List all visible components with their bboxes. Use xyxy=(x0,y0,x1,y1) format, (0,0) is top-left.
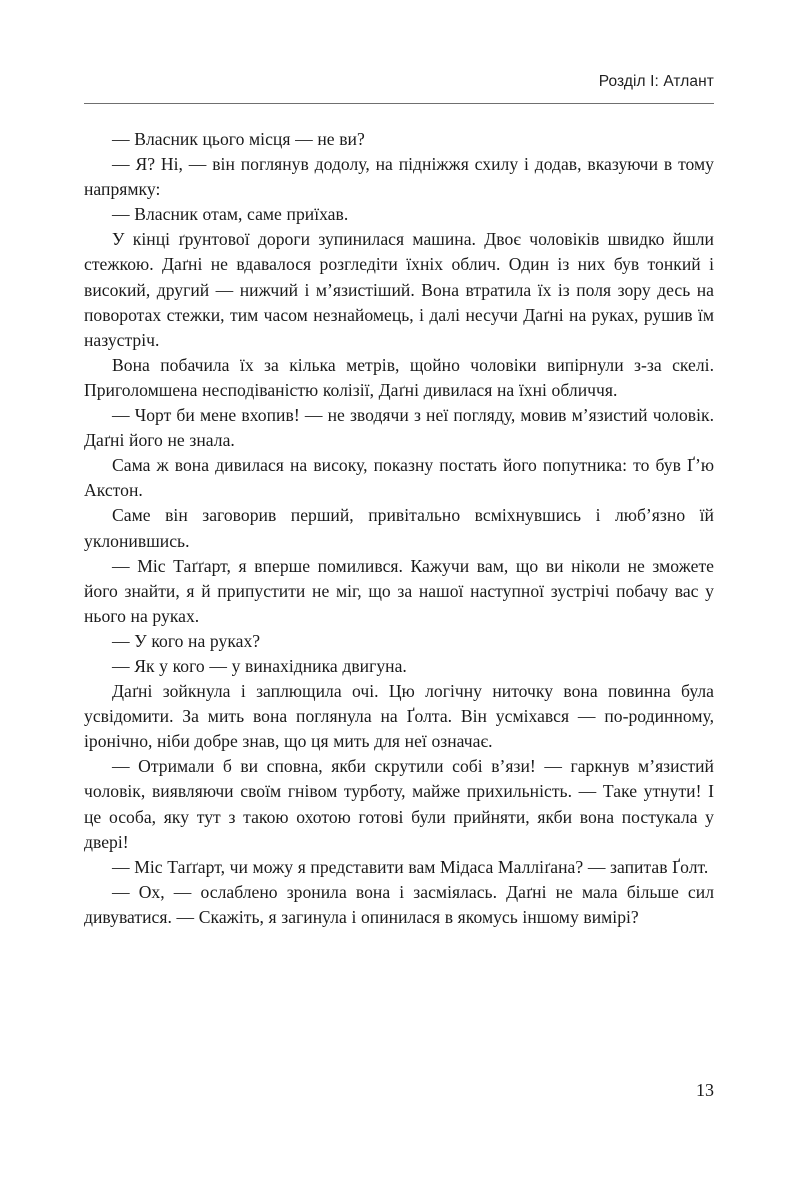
paragraph: — Міс Таґґарт, чи можу я представити вам Мідаса Малліґана? — запитав Ґолт. xyxy=(112,856,709,877)
paragraph: Даґні зойкнула і заплющила очі. Цю логічну ниточку вона повинна була усвідомити. За мить вона поглянула на Ґолта. Він усміхався — по-родинному, іронічно, ніби добре знав, що ця мить для неї означає. xyxy=(84,681,714,752)
paragraph: — Чорт би мене вхопив! — не зводячи з неї погляду, мовив м’язистий чоловік. Даґні його не знала. xyxy=(84,405,714,451)
paragraph: — Я? Ні, — він поглянув додолу, на підніжжя схилу і додав, вказуючи в тому напрямку: xyxy=(84,154,714,200)
paragraph: — Власник отам, саме приїхав. xyxy=(112,204,349,225)
paragraph: Вона побачила їх за кілька метрів, щойно чоловіки випірнули з-за скелі. Приголомшена несподіваністю колізії, Даґні дивилася на їхні обличчя. xyxy=(84,354,714,400)
page-number: 13 xyxy=(696,1080,714,1100)
paragraph: У кінці ґрунтової дороги зупинилася машина. Двоє чоловіків швидко йшли стежкою. Даґні не вдавалося розгледіти їхніх облич. Один із них був тонкий і високий, другий — нижчий і м’язистіший. Вона втратила їх із поля зору десь на поворотах стежки, тим часом незнайомець, і далі несучи Даґні на руках, рушив їм назустріч. xyxy=(84,229,714,350)
paragraph: Сама ж вона дивилася на високу, показну постать його попутника: то був Ґ’ю Акстон. xyxy=(84,455,714,501)
paragraph: — Власник цього місця — не ви? xyxy=(112,129,365,149)
paragraph: Саме він заговорив перший, привітально всміхнувшись і люб’язно їй уклонившись. xyxy=(84,505,714,551)
header-rule-divider xyxy=(84,103,714,104)
running-head-label: Розділ I: Атлант xyxy=(598,73,714,90)
paragraph: — Ох, — ослаблено зронила вона і засміялась. Даґні не мала більше сил дивуватися. — Скажіть, я загинула і опинилася в якомусь іншому вимірі? xyxy=(84,881,714,927)
running-head xyxy=(84,72,714,102)
paragraph: — У кого на руках? xyxy=(112,630,261,651)
paragraph: — Як у кого — у винахідника двигуна. xyxy=(112,655,407,676)
body-text-block xyxy=(84,127,714,930)
paragraph: — Отримали б ви сповна, якби скрутили собі в’язи! — гаркнув м’язистий чоловік, виявляючи своїм гнівом турботу, майже прихильність. — Таке утнути! І це особа, яку тут з такою охотою готові були прийняти, якби вона постукала у двері! xyxy=(84,756,714,852)
paragraph: — Міс Таґґарт, я вперше помилився. Кажучи вам, що ви ніколи не зможете його знайти, я й припустити не міг, що за нашої наступної зустрічі побачу вас у нього на руках. xyxy=(84,555,714,626)
